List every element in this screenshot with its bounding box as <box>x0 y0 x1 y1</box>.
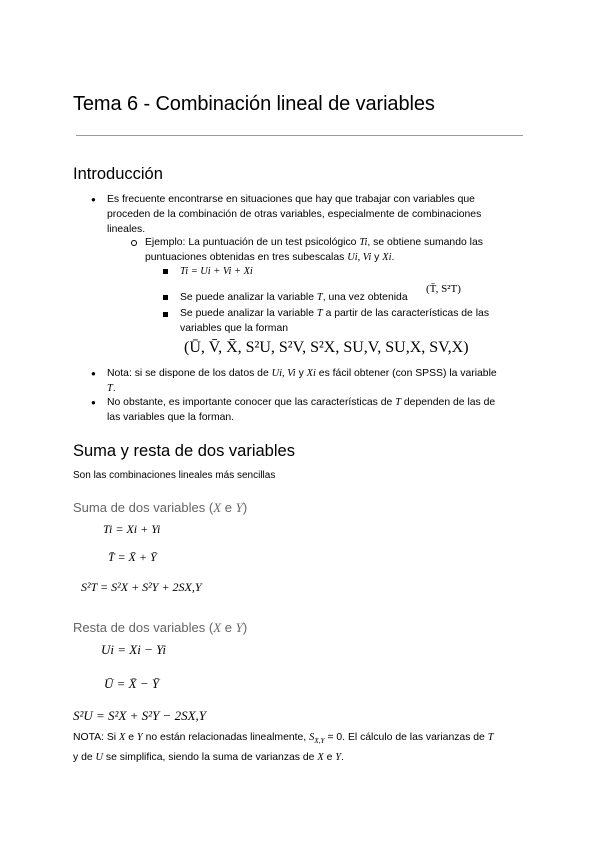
bullet-3-line-1 <box>107 395 495 410</box>
nota-e: e <box>125 732 137 743</box>
nota-l1b: no están relacionadas linealmente, <box>142 732 310 743</box>
resta-heading-b: ) <box>242 620 248 635</box>
subheading-resta <box>73 620 247 636</box>
b2-y: y <box>295 368 307 379</box>
bullet-dot: ● <box>91 398 96 407</box>
equation-suma-2: T̄ = X̄ + Ȳ <box>108 550 157 564</box>
nota-e2: e <box>323 752 336 763</box>
var-ti: Ti <box>359 237 368 248</box>
b2-vars1: Ui, Vi <box>271 368 296 379</box>
square-bullet-2 <box>163 295 168 300</box>
nota-l2a: y de <box>73 752 96 763</box>
bullet-1-line-2: proceden de la combinación de otras variables, especialmente de combinaciones <box>107 209 482 220</box>
suma-heading-e: e <box>221 500 236 515</box>
square-bullet-1 <box>163 269 168 274</box>
sq2-var: T <box>316 292 323 303</box>
resta-heading-x: X <box>213 620 222 635</box>
b3-l1a: No obstante, es importante conocer que las características de <box>107 397 396 408</box>
nota-s: S <box>309 732 315 743</box>
formula-ti-sum: Ti = Ui + Vi + Xi <box>180 266 253 277</box>
sq2-text: Se puede analizar la variable <box>180 292 317 303</box>
square-bullet-3 <box>163 312 168 317</box>
b3-l1b: dependen de las de <box>401 397 496 408</box>
resta-heading-e: e <box>221 620 236 635</box>
sq3-l1b: a partir de las características de las <box>322 308 490 319</box>
nota-line-1 <box>73 730 494 750</box>
suma-resta-subtitle: Son las combinaciones lineales más sencillas <box>73 470 276 481</box>
bullet-dot: ● <box>91 369 96 378</box>
equation-resta-1: Ui = Xi − Yi <box>101 642 166 657</box>
bullet-1-text <box>107 192 481 237</box>
formula-t-mean-var-text: (T̄, S²T) <box>426 283 461 295</box>
b3-var: T <box>395 397 401 408</box>
equation-resta-2: Ū = X̄ − Ȳ <box>104 676 160 691</box>
nota-dot: . <box>341 752 344 763</box>
sq3-var: T <box>316 308 323 319</box>
sub-bullet-y: y <box>371 252 383 263</box>
equation-resta-3: S²U = S²X + S²Y − 2SX,Y <box>73 708 206 723</box>
b2-l1b: es fácil obtener (con SPSS) la variable <box>315 368 497 379</box>
nota-u: U <box>95 752 104 763</box>
sub-bullet-dot: . <box>391 252 395 263</box>
sq3-l1a: Se puede analizar la variable <box>180 308 317 319</box>
nota-l2b: se simplifica, siendo la suma de varianzas de <box>103 752 318 763</box>
nota-line-2 <box>73 750 494 765</box>
formula-t-mean-var <box>426 283 461 295</box>
formula-component-stats: (Ū, V̄, X̄, S²U, S²V, S²X, SU,V, SU,X, SV,X) <box>184 339 469 356</box>
equation-suma-3: S²T = S²X + S²Y + 2SX,Y <box>81 580 202 594</box>
sub-bullet-line-1 <box>145 235 483 250</box>
square-bullet-2-text <box>180 290 408 305</box>
resta-heading-a: Resta de dos variables ( <box>73 620 214 635</box>
b2-dot: . <box>112 383 116 394</box>
title-divider <box>76 135 523 136</box>
b2-vars2: Xi <box>306 368 316 379</box>
suma-heading-a: Suma de dos variables ( <box>73 500 214 515</box>
sub-bullet-line-1b: , se obtiene sumando las <box>367 237 483 248</box>
page-title: Tema 6 - Combinación lineal de variables <box>73 93 435 115</box>
equation-suma-1: Ti = Xi + Yi <box>103 522 161 536</box>
section-heading-introduccion: Introducción <box>73 165 163 183</box>
section-heading-suma-resta: Suma y resta de dos variables <box>73 442 295 460</box>
bullet-3-text <box>107 395 495 425</box>
suma-heading-x: X <box>213 500 222 515</box>
resta-heading-y: Y <box>235 620 243 635</box>
nota-l1c: = 0. El cálculo de las varianzas de <box>324 732 488 743</box>
nota-x: X <box>119 732 126 743</box>
suma-heading-y: Y <box>235 500 243 515</box>
bullet-2-line-1 <box>107 366 497 381</box>
nota-sub: X,Y <box>314 737 325 746</box>
bullet-dot: ● <box>91 195 96 204</box>
nota-y: Y <box>136 732 143 743</box>
nota-x2: X <box>317 752 324 763</box>
sub-bullet-circle <box>131 240 137 246</box>
sq3-line-2: variables que la forman <box>180 323 289 334</box>
suma-heading-b: ) <box>242 500 248 515</box>
sub-bullet-line-1a: Ejemplo: La puntuación de un test psicológico <box>145 237 360 248</box>
subheading-suma <box>73 500 247 516</box>
sub-bullet-line-2a: puntuaciones obtenidas en tres subescalas <box>145 252 348 263</box>
nota-y2: Y <box>335 752 342 763</box>
bullet-1-line-1: Es frecuente encontrarse en situaciones que hay que trabajar con variables que <box>107 194 475 205</box>
nota-text <box>73 730 494 765</box>
bullet-1-line-3: lineales. <box>107 224 146 235</box>
sub-bullet-text <box>145 235 483 265</box>
bullet-2-text <box>107 366 497 396</box>
b2-l2: T <box>107 383 113 394</box>
nota-l1a: NOTA: Si <box>73 732 119 743</box>
bullet-2-line-2 <box>107 381 497 396</box>
nota-t: T <box>487 732 494 743</box>
sub-bullet-line-2 <box>145 250 483 265</box>
var-ui-vi: Ui, Vi <box>347 252 372 263</box>
square-bullet-3-text <box>180 306 489 336</box>
bullet-3-line-2: las variables que la forman. <box>107 412 235 423</box>
sq2-tail: , una vez obtenida <box>322 292 408 303</box>
sq3-line-1 <box>180 306 489 321</box>
var-xi: Xi <box>382 252 392 263</box>
b2-l1a: Nota: si se dispone de los datos de <box>107 368 272 379</box>
